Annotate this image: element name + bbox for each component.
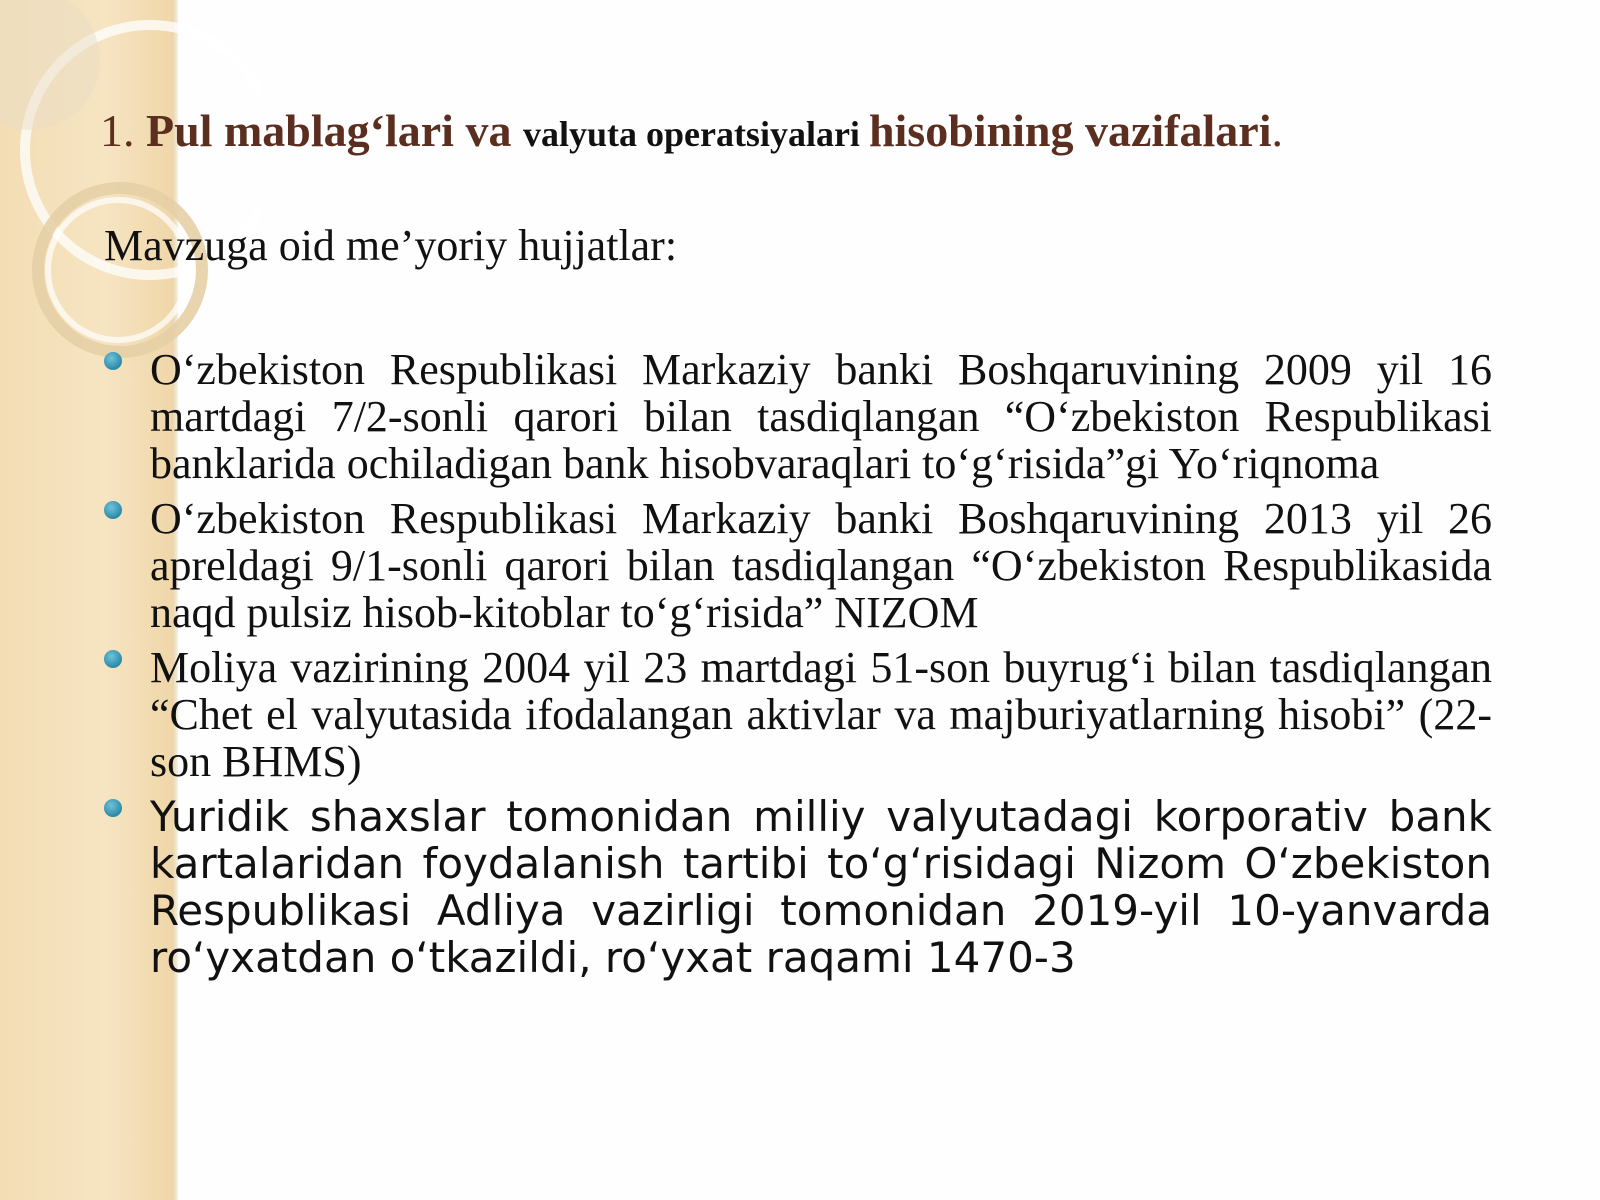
bullet-icon — [104, 352, 122, 370]
list-item-text: O‘zbekiston Respublikasi Markaziy banki Boshqaruvining 2009 yil 16 martdagi 7/2-sonli qarori bilan tasdiqlangan “O‘zbekiston Respublikasi banklarida ochiladigan bank hisobvaraqlari to‘g‘risida”gi Yo‘riqnoma — [150, 345, 1492, 488]
subtitle: Mavzuga oid me’yoriy hujjatlar: — [104, 221, 678, 270]
bullet-icon — [104, 799, 122, 817]
document-list — [100, 346, 1492, 989]
slide-title — [100, 104, 1560, 157]
list-item-text: Moliya vazirining 2004 yil 23 martdagi 51-son buyrug‘i bilan tasdiqlangan “Chet el valyutasida ifodalangan aktivlar va majburiyatlarning hisobi” (22-son BHMS) — [150, 643, 1492, 786]
bullet-icon — [104, 650, 122, 668]
list-item — [100, 793, 1492, 981]
title-part-3: hisobining vazifalari — [868, 105, 1272, 156]
title-period: . — [1271, 105, 1284, 156]
title-part-2: valyuta operatsiyalari — [522, 114, 869, 154]
title-part-1: Pul mablag‘lari va — [146, 105, 523, 156]
bullet-icon — [104, 501, 122, 519]
list-item-text: Yuridik shaxslar tomonidan milliy valyutadagi korporativ bank kartalaridan foydalanish tartibi to‘g‘risidagi Nizom O‘zbekiston Respublikasi Adliya vazirligi tomonidan 2019-yil 10-yanvarda ro‘yxatdan o‘tkazildi, ro‘yxat raqami 1470-3 — [150, 792, 1492, 982]
list-item — [100, 495, 1492, 636]
list-item — [100, 346, 1492, 487]
list-item — [100, 644, 1492, 785]
title-number: 1. — [100, 105, 146, 156]
list-item-text: O‘zbekiston Respublikasi Markaziy banki Boshqaruvining 2013 yil 26 apreldagi 9/1-sonli qarori bilan tasdiqlangan “O‘zbekiston Respublikasida naqd pulsiz hisob-kitoblar to‘g‘risida” NIZOM — [150, 494, 1492, 637]
